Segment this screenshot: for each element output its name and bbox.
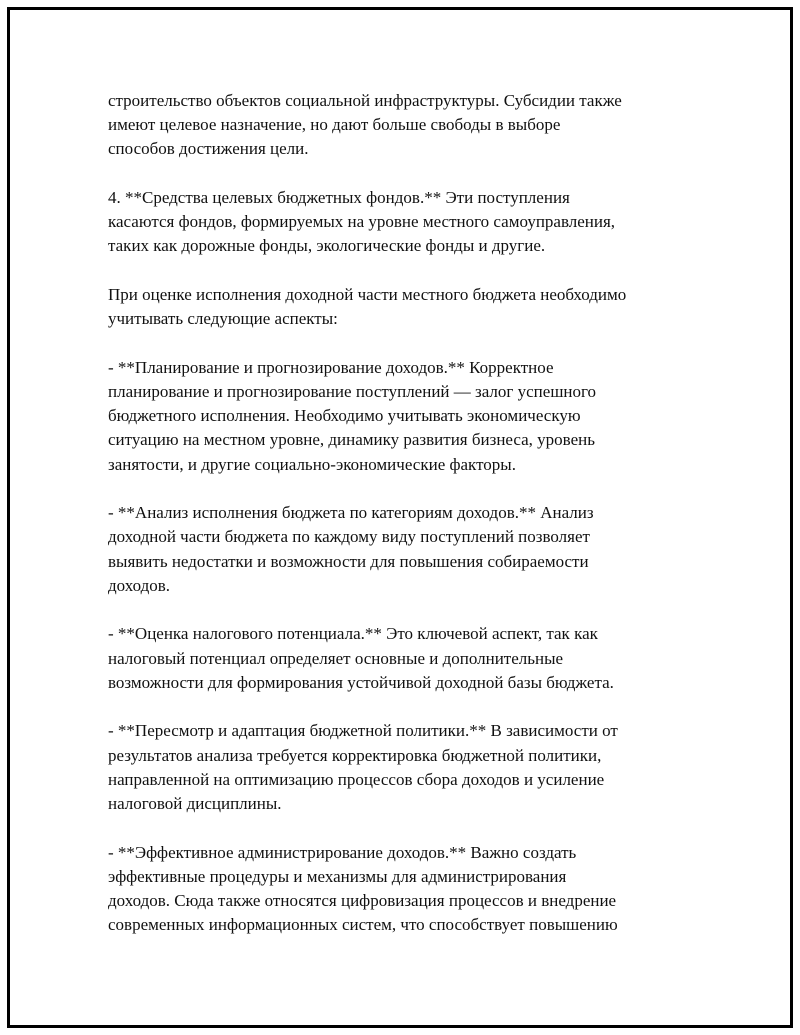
- text-line: эффективные процедуры и механизмы для администрирования: [108, 866, 567, 886]
- text-line: ситуацию на местном уровне, динамику развития бизнеса, уровень: [108, 430, 596, 450]
- text-line: При оценке исполнения доходной части местного бюджета необходимо: [108, 285, 627, 304]
- paragraph-subsidies: [108, 89, 683, 162]
- text-line: учитывать следующие аспекты:: [108, 309, 338, 329]
- text-line: таких как дорожные фонды, экологические фонды и другие.: [108, 236, 546, 256]
- text-line: способов достижения цели.: [108, 139, 309, 159]
- text-line: налоговой дисциплины.: [108, 794, 282, 814]
- text-line: результатов анализа требуется корректировка бюджетной политики,: [108, 745, 602, 765]
- list-item-tax-potential: [108, 622, 683, 695]
- text-line: выявить недостатки и возможности для повышения собираемости: [108, 551, 589, 571]
- text-line: планирование и прогнозирование поступлений — залог успешного: [108, 382, 597, 401]
- paragraph-target-funds: [108, 186, 683, 259]
- document-body: [108, 89, 683, 962]
- list-item-policy-revision: [108, 719, 683, 816]
- text-line: возможности для формирования устойчивой доходной базы бюджета.: [108, 672, 614, 692]
- text-line: имеют целевое назначение, но дают больше свободы в выборе: [108, 115, 561, 135]
- text-line: 4. **Средства целевых бюджетных фондов.** Эти поступления: [108, 188, 570, 207]
- text-line: бюджетного исполнения. Необходимо учитывать экономическую: [108, 406, 581, 426]
- text-line: строительство объектов социальной инфраструктуры. Субсидии также: [108, 91, 622, 110]
- list-item-analysis: [108, 501, 683, 598]
- text-line: доходной части бюджета по каждому виду поступлений позволяет: [108, 527, 590, 547]
- text-line: - **Планирование и прогнозирование доходов.** Корректное: [108, 357, 554, 377]
- text-line: налоговый потенциал определяет основные и дополнительные: [108, 648, 564, 668]
- text-line: доходов.: [108, 575, 171, 595]
- text-line: современных информационных систем, что способствует повышению: [108, 915, 618, 935]
- text-line: занятости, и другие социально-экономические факторы.: [108, 454, 516, 474]
- text-line: - **Эффективное администрирование доходов.** Важно создать: [108, 842, 577, 862]
- paragraph-assessment-intro: [108, 283, 683, 331]
- text-line: касаются фондов, формируемых на уровне местного самоуправления,: [108, 212, 616, 232]
- text-line: - **Пересмотр и адаптация бюджетной политики.** В зависимости от: [108, 721, 618, 741]
- text-line: доходов. Сюда также относятся цифровизация процессов и внедрение: [108, 891, 617, 911]
- text-line: - **Оценка налогового потенциала.** Это ключевой аспект, так как: [108, 624, 598, 644]
- list-item-planning: [108, 356, 683, 477]
- text-line: - **Анализ исполнения бюджета по категориям доходов.** Анализ: [108, 503, 594, 523]
- text-line: направленной на оптимизацию процессов сбора доходов и усиление: [108, 769, 605, 789]
- list-item-administration: [108, 841, 683, 938]
